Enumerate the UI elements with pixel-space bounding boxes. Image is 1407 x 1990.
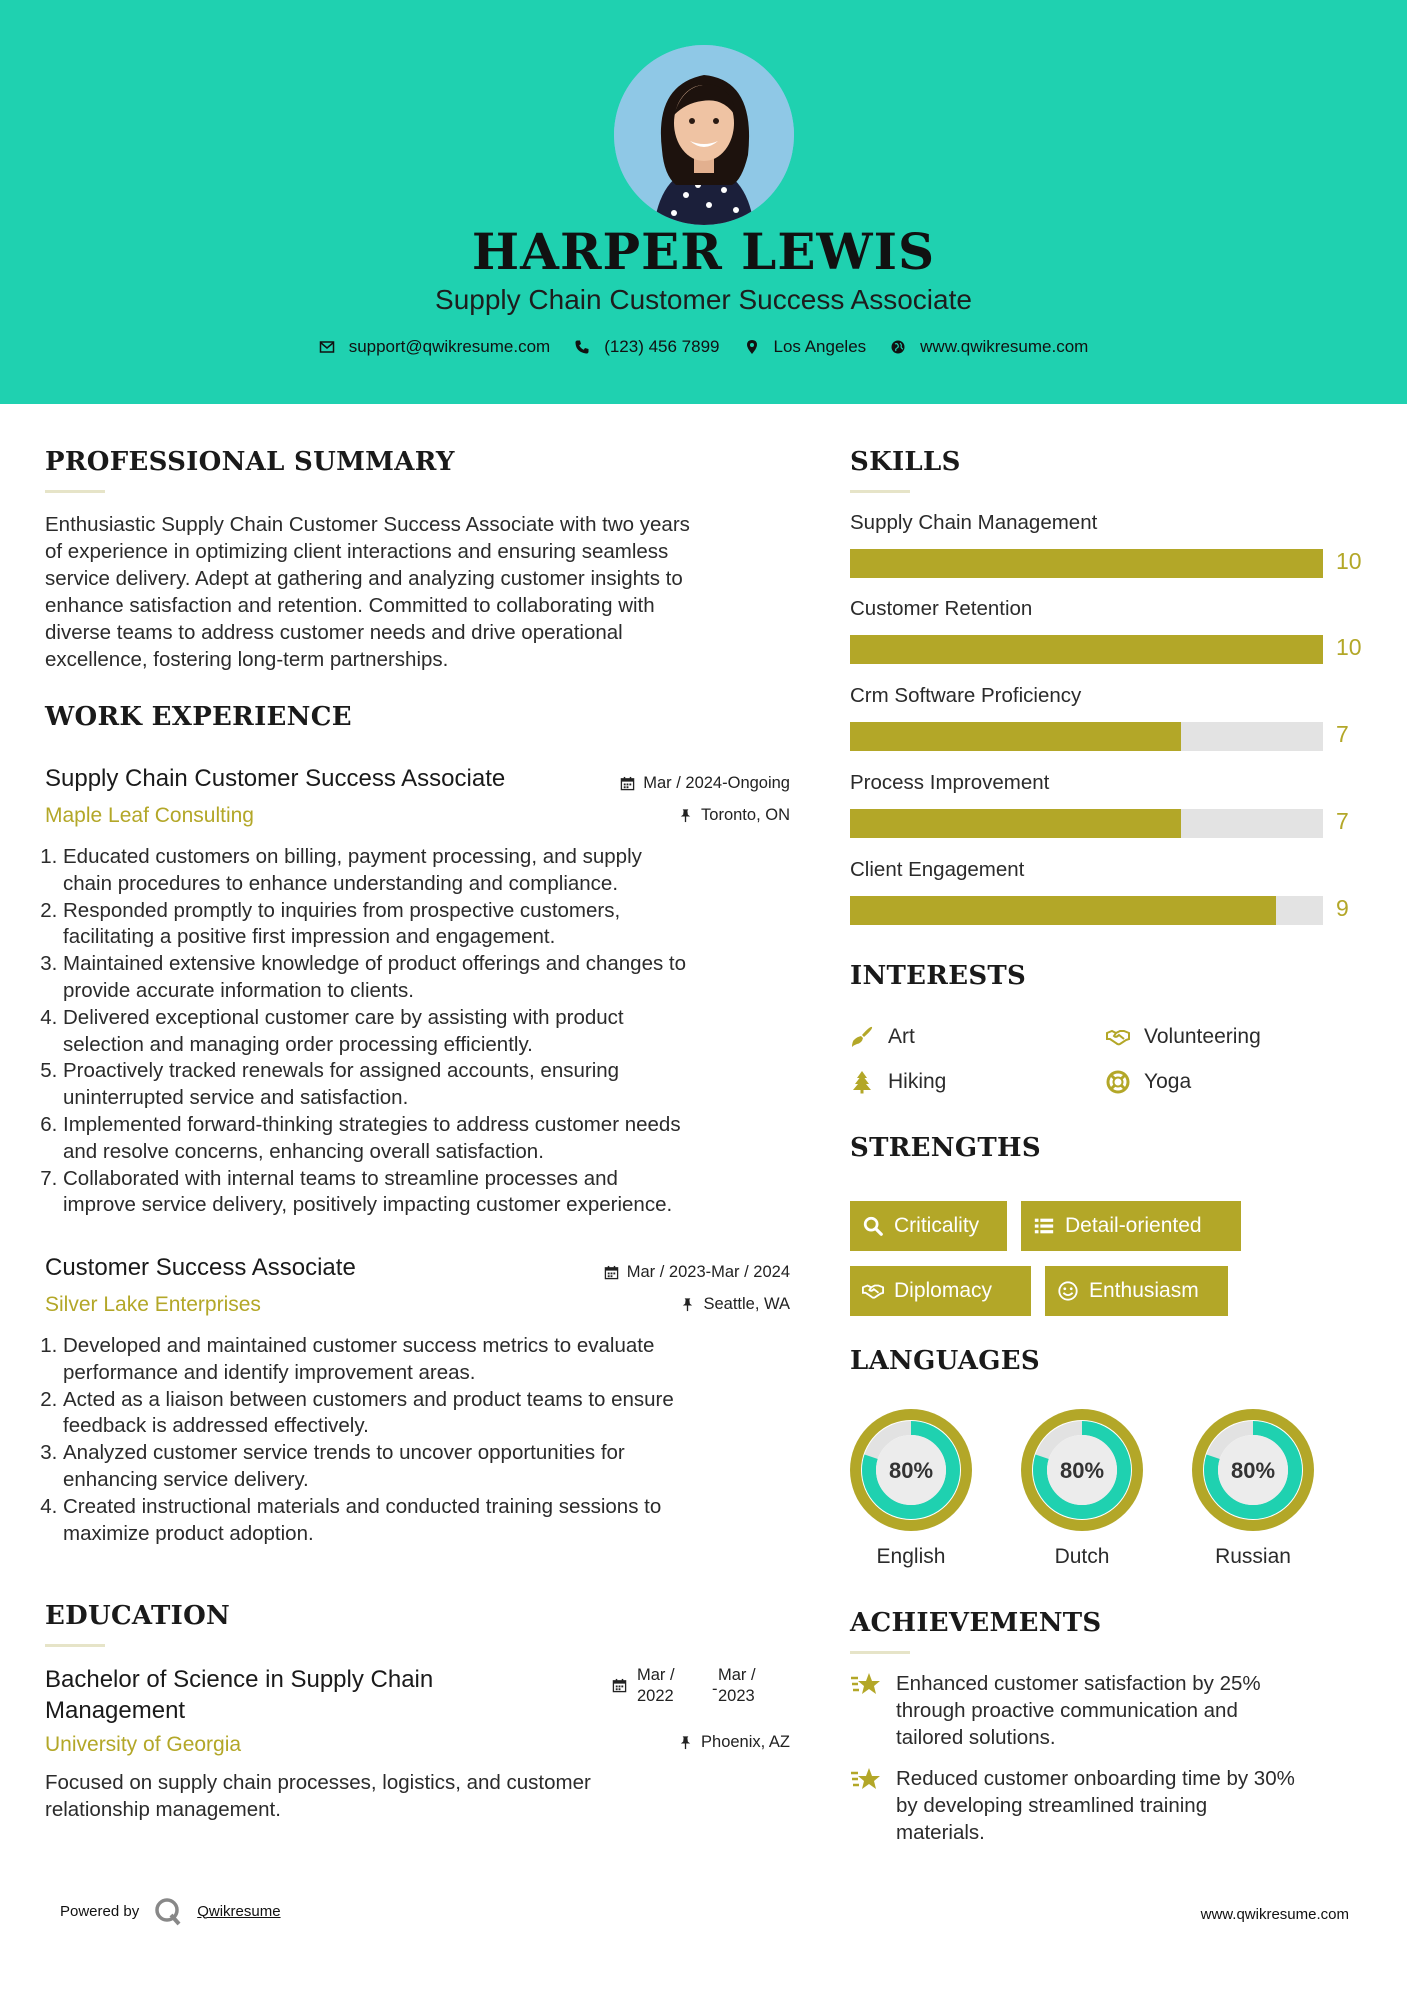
education-description: Focused on supply chain processes, logistics, and customer relationship management. [45,1771,591,1821]
interest-label: Yoga [1144,1070,1192,1093]
education-underline [45,1644,105,1647]
language-gauge [1021,1409,1143,1531]
achievement-item [850,1670,1261,1751]
skill-bar-track [850,722,1323,751]
envelope-icon [319,339,335,355]
strength-label: Criticality [894,1214,980,1237]
contact-phone[interactable] [574,337,719,357]
strength-label: Diplomacy [894,1279,993,1302]
summary-heading: PROFESSIONAL SUMMARY [45,447,455,477]
footer-powered-by [60,1896,281,1926]
skill-bar-track [850,896,1323,925]
job-dates-text: Mar / 2024-Ongoing [643,774,790,792]
skill-score: 9 [1336,895,1349,921]
calendar-icon [612,1678,627,1693]
list-item: 6. Implemented forward-thinking strategies to address customer needs and resolve concerns, enhancing overall satisfaction. [63,1112,823,1166]
location-text: Los Angeles [773,337,867,356]
calendar-icon [604,1265,619,1280]
skill-score: 10 [1336,548,1362,574]
strength-label: Detail-oriented [1065,1214,1202,1237]
list-item: 3. Analyzed customer service trends to uncover opportunities for enhancing service delivery. [63,1440,823,1494]
pushpin-icon [680,1297,695,1312]
skill-bar-fill [850,809,1181,838]
education-dates [612,1666,792,1716]
contact-email[interactable] [319,337,551,357]
achievements-heading: ACHIEVEMENTS [850,1608,1102,1638]
summary-line: Enthusiastic Supply Chain Customer Success Associate with two years [45,513,690,536]
map-pin-icon [744,339,760,355]
interest-label: Art [888,1025,915,1048]
job-dates [604,1263,790,1282]
achievement-item [850,1765,1295,1846]
job-dates-text: Mar / 2023-Mar / 2024 [626,1263,790,1281]
list-item: 5. Proactively tracked renewals for assigned accounts, ensuring uninterrupted service and satisfaction. [63,1058,823,1112]
skill-name: Customer Retention [850,597,1033,620]
interest-item [850,1070,946,1094]
website-text: www.qwikresume.com [920,337,1089,356]
globe-icon [890,339,906,355]
education-location-text: Phoenix, AZ [701,1733,790,1751]
job-dates [620,774,790,793]
language-name: Dutch [1054,1545,1110,1568]
phone-text: (123) 456 7899 [604,337,720,356]
list-icon [1033,1215,1055,1237]
summary-line: diverse teams to address customer needs and drive operational [45,621,623,644]
strength-chip [850,1201,1007,1251]
list-item: 2. Acted as a liaison between customers and product teams to ensure feedback is addressed effectively. [63,1387,823,1441]
lifebuoy-icon [1106,1070,1130,1094]
interest-label: Volunteering [1144,1025,1261,1048]
qwikresume-logo-icon [153,1896,183,1926]
job-title: Customer Success Associate [45,1254,356,1281]
email-text: support@qwikresume.com [348,337,551,356]
interest-item [1106,1025,1261,1049]
job-bullets [45,1333,823,1547]
calendar-icon [620,776,635,791]
strengths-heading: STRENGTHS [850,1133,1041,1163]
date-text: Mar / [637,1666,675,1684]
summary-line: service delivery. Adept at gathering and analyzing customer insights to [45,567,683,590]
summary-text [45,511,690,673]
brand-link[interactable]: Qwikresume [197,1902,281,1920]
work-heading: WORK EXPERIENCE [45,702,352,732]
strength-chip [1045,1266,1228,1316]
list-item: 4. Created instructional materials and conducted training sessions to maximize product adoption. [63,1494,823,1548]
job-title: Supply Chain Customer Success Associate [45,765,506,792]
skill-bar-fill [850,896,1276,925]
company-name: Silver Lake Enterprises [45,1293,261,1316]
skill-bar-track [850,809,1323,838]
paintbrush-icon [850,1025,874,1049]
strength-chip [1021,1201,1241,1251]
list-item: 1. Educated customers on billing, payment processing, and supply chain procedures to enhance understanding and compliance. [63,844,823,898]
degree-line: Bachelor of Science in Supply Chain [45,1666,434,1693]
job-location [680,1295,790,1314]
job-location-text: Seattle, WA [703,1295,790,1313]
strength-chip [850,1266,1031,1316]
contact-website[interactable] [890,337,1088,357]
date-text: 2023 [718,1687,755,1705]
language-gauge [850,1409,972,1531]
skill-bar-track [850,549,1323,578]
candidate-title: Supply Chain Customer Success Associate [435,284,972,315]
skill-name: Client Engagement [850,858,1025,881]
smile-icon [1057,1280,1079,1302]
job-location [678,806,790,825]
achievement-text: Reduced customer onboarding time by 30% by developing streamlined training materials. [896,1767,1295,1844]
interest-label: Hiking [888,1070,947,1093]
date-text: 2022 [637,1687,674,1705]
interests-heading: INTERESTS [850,961,1027,991]
school-name: University of Georgia [45,1733,242,1756]
star-icon [850,1765,882,1795]
skill-score: 10 [1336,634,1362,660]
list-item: 1. Developed and maintained customer success metrics to evaluate performance and identify improvement areas. [63,1333,823,1387]
avatar [614,45,794,225]
summary-underline [45,490,105,493]
language-name: English [876,1545,946,1568]
list-item: 7. Collaborated with internal teams to streamline processes and improve service delivery, positively impacting customer experience. [63,1166,823,1220]
list-item: 4. Delivered exceptional customer care by assisting with product selection and managing order processing efficiently. [63,1005,823,1059]
list-item: 3. Maintained extensive knowledge of product offerings and changes to provide accurate information to clients. [63,951,823,1005]
star-icon [850,1670,882,1700]
footer-website[interactable]: www.qwikresume.com [1200,1906,1349,1923]
summary-line: enhance satisfaction and retention. Committed to collaborating with [45,594,655,617]
interest-item [1106,1070,1191,1094]
summary-line: of experience in optimizing client interactions and ensuring seamless [45,540,669,563]
skill-name: Process Improvement [850,771,1050,794]
skill-name: Crm Software Proficiency [850,684,1082,707]
handshake-icon [862,1280,884,1302]
skills-heading: SKILLS [850,447,961,477]
skill-bar-fill [850,635,1323,664]
degree-line: Management [45,1697,186,1724]
date-text: Mar / [718,1666,756,1684]
skill-bar-fill [850,722,1181,751]
handshake-icon [1106,1025,1130,1049]
education-heading: EDUCATION [45,1601,231,1631]
achievements-underline [850,1651,910,1654]
skill-score: 7 [1336,721,1349,747]
skills-underline [850,490,910,493]
contact-bar [0,337,1407,357]
powered-by-text: Powered by [60,1902,140,1920]
strength-label: Enthusiasm [1089,1279,1199,1302]
language-name: Russian [1215,1545,1291,1568]
skill-name: Supply Chain Management [850,511,1098,534]
job-bullets [45,844,823,1219]
gauge-percent-label: 80% [1230,1458,1276,1483]
degree-title [45,1664,433,1726]
gauge-percent-label: 80% [1059,1458,1105,1483]
list-item: 2. Responded promptly to inquiries from prospective customers, facilitating a positive first impression and engagement. [63,898,823,952]
phone-icon [574,339,590,355]
candidate-name: HARPER LEWIS [471,222,936,281]
contact-location [744,337,867,357]
interest-item [850,1025,915,1049]
summary-line: excellence, fostering long-term partnerships. [45,648,449,671]
skill-bar-track [850,635,1323,664]
company-name: Maple Leaf Consulting [45,804,254,827]
skill-bar-fill [850,549,1323,578]
achievement-text: Enhanced customer satisfaction by 25% through proactive communication and tailored solutions. [896,1672,1261,1749]
search-icon [862,1215,884,1237]
pushpin-icon [678,808,693,823]
pushpin-icon [678,1735,693,1750]
gauge-percent-label: 80% [888,1458,934,1483]
date-separator: - [712,1680,718,1698]
header-banner [0,0,1407,404]
education-location [678,1733,790,1752]
profile-photo-icon [614,45,794,225]
skill-score: 7 [1336,808,1349,834]
tree-icon [850,1070,874,1094]
language-gauge [1192,1409,1314,1531]
languages-heading: LANGUAGES [850,1346,1040,1376]
job-location-text: Toronto, ON [701,806,790,824]
